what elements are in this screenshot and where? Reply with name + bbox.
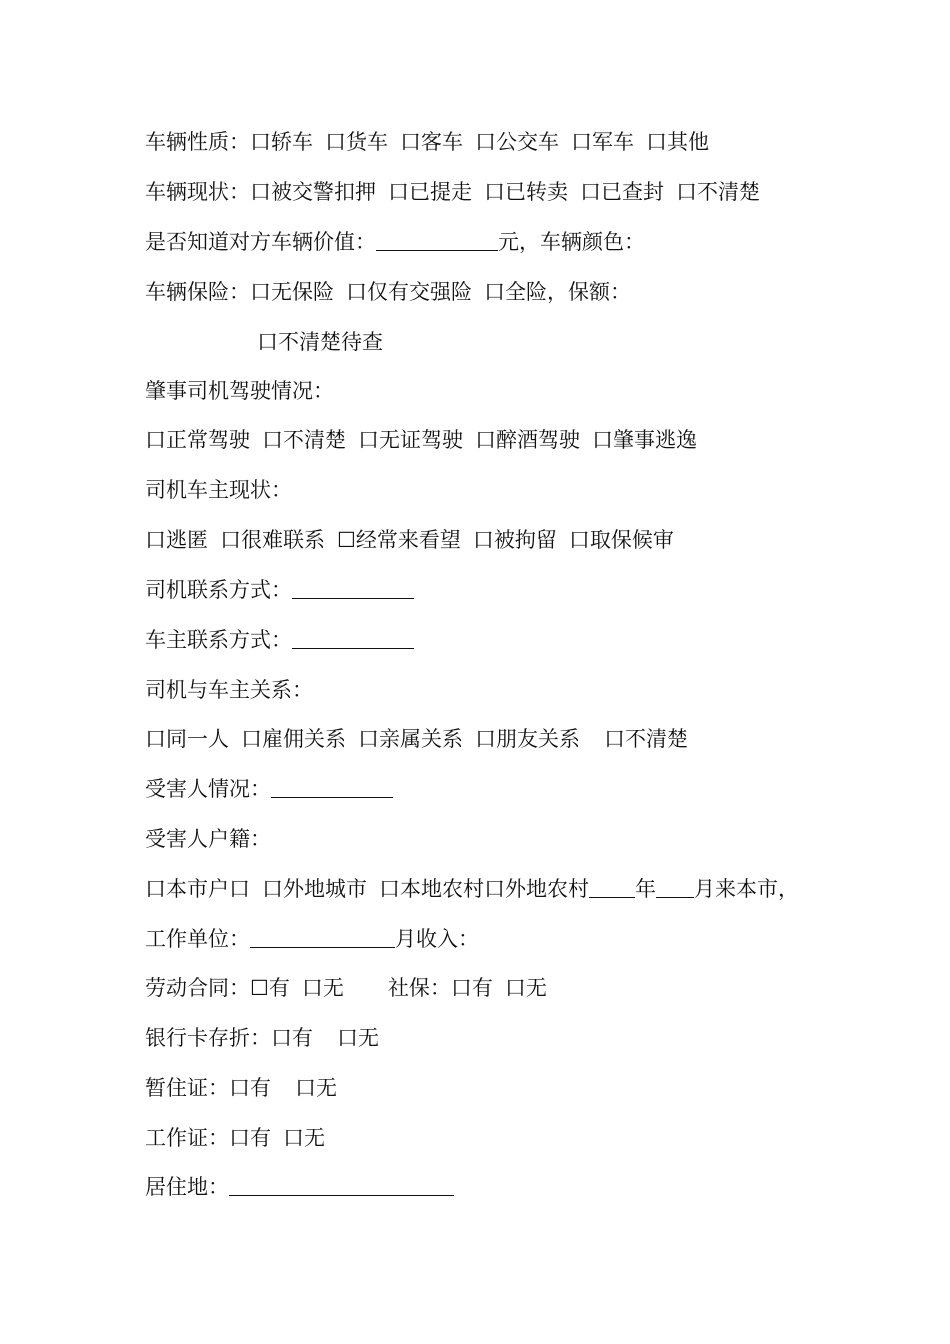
labor-contract-yes[interactable]: ☐有 [250, 976, 290, 1000]
work-unit-label: 工作单位： [145, 927, 250, 951]
driver-contact-field[interactable] [292, 578, 414, 599]
work-permit-no[interactable]: 口无 [283, 1126, 325, 1150]
temp-residence-label: 暂住证： [145, 1076, 229, 1100]
driver-contact-line [145, 575, 414, 605]
hukou-option-rural[interactable]: 口本地农村口外地农村 [379, 877, 589, 901]
victim-situation-field[interactable] [271, 777, 393, 798]
victim-situation-line [145, 774, 393, 804]
labor-contract-no[interactable]: 口无 [301, 976, 344, 1000]
owner-contact-line [145, 625, 414, 655]
driver-driving-label: 肇事司机驾驶情况： [145, 379, 334, 403]
vehicle-nature-line [145, 127, 709, 157]
monthly-income-label: 月收入： [395, 927, 479, 951]
insurance-extra-line [145, 327, 383, 357]
work-unit-line [145, 924, 479, 954]
status-option-bail[interactable]: 口取保候审 [568, 528, 674, 552]
driver-contact-label: 司机联系方式： [145, 578, 292, 602]
relation-option-same-person[interactable]: 口同一人 [145, 727, 229, 751]
vehicle-nature-option-bus[interactable]: 口公交车 [475, 130, 559, 154]
residence-label: 居住地： [145, 1175, 229, 1199]
vehicle-insurance-label: 车辆保险： [145, 280, 250, 304]
bank-card-label: 银行卡存折： [145, 1026, 271, 1050]
relation-heading [145, 675, 313, 705]
temp-residence-no[interactable]: 口无 [295, 1076, 337, 1100]
status-option-absconded[interactable]: 口逃匿 [145, 528, 208, 552]
victim-hukou-label: 受害人户籍： [145, 827, 271, 851]
insurance-option-full[interactable]: 口全险，保额： [484, 280, 631, 304]
insurance-option-compulsory[interactable]: 口仅有交强险 [346, 280, 472, 304]
temp-residence-yes[interactable]: 口有 [229, 1076, 271, 1100]
driver-owner-status-options [145, 525, 674, 555]
vehicle-status-line [145, 177, 760, 207]
driving-option-unknown[interactable]: 口不清楚 [262, 428, 346, 452]
hukou-option-local-urban[interactable]: 口本市户口 [145, 877, 250, 901]
work-unit-field[interactable] [250, 927, 395, 948]
driving-option-hit-and-run[interactable]: 口肇事逃逸 [592, 428, 697, 452]
owner-contact-field[interactable] [292, 628, 414, 649]
vehicle-status-option-impounded[interactable]: 口被交警扣押 [250, 180, 376, 204]
temp-residence-line [145, 1073, 337, 1103]
status-option-visits-often[interactable]: ☐经常来看望 [337, 528, 461, 552]
relation-options [145, 724, 688, 754]
victim-situation-label: 受害人情况： [145, 777, 271, 801]
bank-card-no[interactable]: 口无 [337, 1026, 379, 1050]
vehicle-nature-option-military[interactable]: 口军车 [571, 130, 634, 154]
driving-option-drunk[interactable]: 口醉酒驾驶 [475, 428, 580, 452]
driver-owner-status-label: 司机车主现状： [145, 478, 292, 502]
work-permit-label: 工作证： [145, 1126, 229, 1150]
social-insurance-yes[interactable]: 口有 [450, 976, 493, 1000]
vehicle-value-unit-color-label: 元，车辆颜色： [498, 230, 645, 254]
work-permit-line [145, 1123, 325, 1153]
hukou-option-other-city[interactable]: 口外地城市 [262, 877, 367, 901]
driver-owner-status-heading [145, 475, 292, 505]
status-option-detained[interactable]: 口被拘留 [472, 528, 557, 552]
relation-option-friend[interactable]: 口朋友关系 [475, 727, 580, 751]
vehicle-nature-option-other[interactable]: 口其他 [646, 130, 709, 154]
victim-hukou-options [145, 874, 799, 904]
residence-field[interactable] [229, 1175, 454, 1196]
arrival-month-field[interactable] [656, 877, 694, 898]
insurance-option-none[interactable]: 口无保险 [250, 280, 334, 304]
vehicle-status-option-collected[interactable]: 口已提走 [388, 180, 472, 204]
driving-option-unlicensed[interactable]: 口无证驾驶 [358, 428, 463, 452]
residence-line [145, 1172, 454, 1202]
arrival-year-label: 年 [635, 877, 656, 901]
owner-contact-label: 车主联系方式： [145, 628, 292, 652]
vehicle-nature-option-truck[interactable]: 口货车 [325, 130, 388, 154]
relation-option-unknown[interactable]: 口不清楚 [604, 727, 688, 751]
relation-option-employment[interactable]: 口雇佣关系 [241, 727, 346, 751]
vehicle-nature-option-sedan[interactable]: 口轿车 [250, 130, 313, 154]
arrival-month-label: 月来本市， [694, 877, 799, 901]
relation-option-relative[interactable]: 口亲属关系 [358, 727, 463, 751]
vehicle-value-line [145, 227, 645, 257]
social-insurance-label: 社保： [387, 976, 451, 1000]
driver-driving-options [145, 425, 697, 455]
vehicle-status-option-sealed[interactable]: 口已查封 [580, 180, 664, 204]
labor-contract-line [145, 973, 547, 1003]
social-insurance-no[interactable]: 口无 [504, 976, 547, 1000]
work-permit-yes[interactable]: 口有 [229, 1126, 271, 1150]
vehicle-status-option-resold[interactable]: 口已转卖 [484, 180, 568, 204]
vehicle-value-label: 是否知道对方车辆价值： [145, 230, 376, 254]
vehicle-nature-option-coach[interactable]: 口客车 [400, 130, 463, 154]
insurance-option-unknown[interactable]: 口不清楚待查 [257, 330, 383, 354]
labor-contract-label: 劳动合同： [145, 976, 250, 1000]
vehicle-value-field[interactable] [376, 230, 498, 251]
driving-option-normal[interactable]: 口正常驾驶 [145, 428, 250, 452]
vehicle-status-option-unknown[interactable]: 口不清楚 [676, 180, 760, 204]
relation-label: 司机与车主关系： [145, 678, 313, 702]
vehicle-status-label: 车辆现状： [145, 180, 250, 204]
vehicle-insurance-line [145, 277, 631, 307]
bank-card-yes[interactable]: 口有 [271, 1026, 313, 1050]
driver-driving-heading [145, 376, 334, 406]
vehicle-nature-label: 车辆性质： [145, 130, 250, 154]
bank-card-line [145, 1023, 379, 1053]
status-option-hard-to-contact[interactable]: 口很难联系 [220, 528, 325, 552]
arrival-year-field[interactable] [589, 877, 635, 898]
victim-hukou-heading [145, 824, 271, 854]
